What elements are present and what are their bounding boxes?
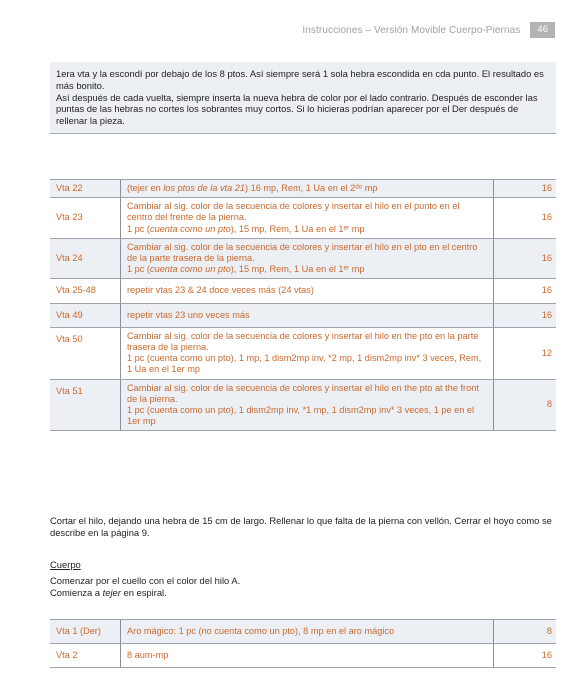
round-label: Vta 24 xyxy=(50,238,121,279)
leg-instructions-table xyxy=(50,179,556,431)
stitch-count: 16 xyxy=(494,238,557,279)
note-paragraph-1: 1era vta y la escondí por debajo de los 8 ptos. Así siempre será 1 sola hebra escondida en cda punto. El resultado es más bonito. xyxy=(56,68,544,91)
round-label: Vta 49 xyxy=(50,303,121,327)
table-row xyxy=(50,644,556,668)
body-instructions-table xyxy=(50,619,556,668)
table-row xyxy=(50,379,556,431)
table-row xyxy=(50,238,556,279)
closing-text: Cortar el hilo, dejando una hebra de 15 cm de largo. Rellenar lo que falta de la pierna con vellón. Cerrar el hoyo como se describe en la página 9. xyxy=(50,515,552,538)
round-label: Vta 51 xyxy=(50,379,121,431)
round-label: Vta 22 xyxy=(50,180,121,198)
round-instructions: Cambiar al sig. color de la secuencia de colores y insertar el hilo en the pto at the front de la pierna. 1 pc (cuenta como un pto), 1 dism2mp inv, *1 mp, 1 dism2mp inv* 3 veces, 1 pe en el 1er mp xyxy=(121,379,494,431)
stitch-count: 12 xyxy=(494,327,557,379)
round-instructions: 8 aum-mp xyxy=(121,644,494,668)
table-row xyxy=(50,180,556,198)
table-row xyxy=(50,198,556,239)
round-instructions: Aro mágico: 1 pc (no cuenta como un pto), 8 mp en el aro mágico xyxy=(121,620,494,644)
stitch-count: 16 xyxy=(494,279,557,303)
round-instructions: repetir vtas 23 uno veces más xyxy=(121,303,494,327)
table-row xyxy=(50,327,556,379)
stitch-count: 8 xyxy=(494,379,557,431)
table-row xyxy=(50,620,556,644)
round-instructions: Cambiar al sig. color de la secuencia de colores y insertar el hilo en el punto en el centro del frente de la pierna. 1 pc (cuenta como un pto), 15 mp, Rem, 1 Ua en el 1ᵉʳ mp xyxy=(121,198,494,239)
stitch-count: 16 xyxy=(494,198,557,239)
stitch-count: 8 xyxy=(494,620,557,644)
note-box xyxy=(50,62,556,134)
page-number: 46 xyxy=(530,22,555,38)
body-section xyxy=(50,559,565,598)
page-header xyxy=(302,22,555,38)
round-label: Vta 1 (Der) xyxy=(50,620,121,644)
stitch-count: 16 xyxy=(494,180,557,198)
round-instructions: (tejer en los ptos de la vta 21) 16 mp, Rem, 1 Ua en el 2ᵈᵒ mp xyxy=(121,180,494,198)
body-intro-line-1: Comenzar por el cuello con el color del hilo A. xyxy=(50,574,241,586)
round-label: Vta 2 xyxy=(50,644,121,668)
round-label: Vta 25-48 xyxy=(50,279,121,303)
table-row xyxy=(50,303,556,327)
table-row xyxy=(50,279,556,303)
note-paragraph-2: Así después de cada vuelta, siempre inserta la nueva hebra de color por el lado contrario. Después de esconder las puntas de las hebras no cortes los sobrantes muy cortos. Si lo hicieras podrían aparecer por el Der después de rellenar la pieza. xyxy=(56,91,538,127)
header-title: Instrucciones – Versión Movible Cuerpo-Piernas xyxy=(302,24,521,36)
body-intro-line-2: Comienza a tejer en espiral. xyxy=(50,586,167,598)
round-instructions: Cambiar al sig. color de la secuencia de colores y insertar el hilo en the pto en la parte trasera de la pierna. 1 pc (cuenta como un pto), 1 mp, 1 dism2mp inv, *2 mp, 1 dism2mp inv* 3 veces, Rem, 1 Ua en el 1er mp xyxy=(121,327,494,379)
round-instructions: Cambiar al sig. color de la secuencia de colores y insertar el hilo en el pto en el centro de la parte trasera de la pierna. 1 pc (cuenta como un pto), 15 mp, Rem, 1 Ua en el 1ᵉʳ mp xyxy=(121,238,494,279)
round-label: Vta 50 xyxy=(50,327,121,379)
round-instructions: repetir vtas 23 & 24 doce veces más (24 vtas) xyxy=(121,279,494,303)
stitch-count: 16 xyxy=(494,644,557,668)
section-title: Cuerpo xyxy=(50,559,81,570)
stitch-count: 16 xyxy=(494,303,557,327)
round-label: Vta 23 xyxy=(50,198,121,239)
